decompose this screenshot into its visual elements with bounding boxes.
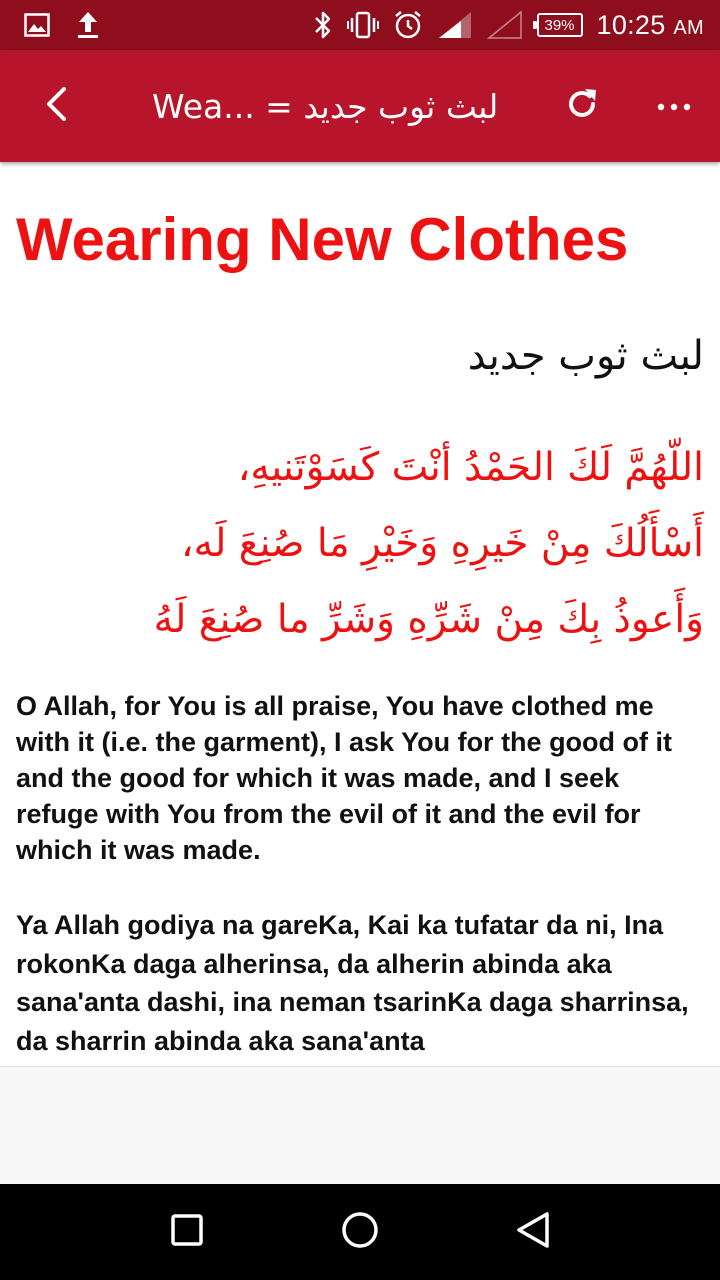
app-bar-title: Wea... = لبث ثوب جديد [152,86,499,126]
ad-area [0,1066,720,1184]
more-vert-icon [656,97,692,116]
signal-empty-icon [487,10,523,40]
arabic-dua-line: اللّهُمَّ لَكَ الحَمْدُ أنْتَ كَسَوْتَنيهِ، [237,445,704,490]
hausa-translation: Ya Allah godiya na gareKa, Kai ka tufatar da ni, Ina rokonKa daga alherinsa, da alherin abinda aka sana'anta dashi, ina neman tsarinKa daga sharrinsa, da sharrin abinda aka sana'anta [16,910,689,1056]
arabic-dua [16,430,704,658]
nav-back-button[interactable] [493,1192,573,1272]
upload-icon [76,10,100,40]
navigation-bar [0,1184,720,1280]
arabic-title: لبث ثوب جديد [467,333,704,379]
clock-ampm: AM [673,16,704,39]
back-button[interactable] [0,50,112,162]
status-bar [0,0,720,50]
home-icon [341,1211,379,1253]
back-icon [515,1211,551,1253]
bluetooth-icon [313,10,333,40]
page-heading: Wearing New Clothes [16,206,629,273]
battery-icon [537,13,583,37]
image-icon [24,13,50,37]
app-bar [0,50,720,162]
back-arrow-icon [44,86,68,126]
home-button[interactable] [320,1192,400,1272]
battery-level: 39% [544,16,575,34]
content-scroll-area[interactable] [0,162,720,1066]
more-options-button[interactable] [628,50,720,162]
recent-apps-button[interactable] [147,1192,227,1272]
refresh-icon [564,86,600,126]
clock-time: 10:25 [596,9,666,40]
english-translation: O Allah, for You is all praise, You have clothed me with it (i.e. the garment), I ask You for the good of it and the good for which it was made, and I seek refuge with You from the evil of it and the evil for which it was made. [16,691,673,865]
arabic-dua-line: وَأَعوذُ بِكَ مِنْ شَرِّهِ وَشَرِّ ما صُنِعَ لَهُ [153,597,704,642]
alarm-icon [393,10,423,40]
arabic-dua-line: أَسْأَلُكَ مِنْ خَيرِهِ وَخَيْرِ مَا صُنِعَ لَه، [181,521,704,566]
refresh-button[interactable] [536,50,628,162]
vibrate-icon [347,11,379,39]
signal-icon [437,10,473,40]
clock [597,10,705,41]
recent-apps-icon [170,1213,204,1251]
